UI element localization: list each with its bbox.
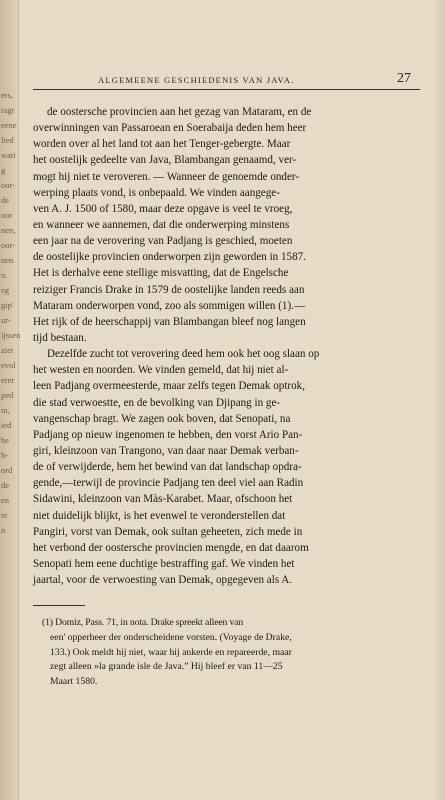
margin-fragment: ur- bbox=[1, 315, 11, 325]
body-line: het verbond der oostersche provincien mengde, en dat daarom bbox=[33, 541, 309, 554]
margin-fragment: g bbox=[1, 165, 6, 175]
margin-fragment: oor- bbox=[1, 240, 15, 250]
body-line: Mataram onderworpen vond, zoo als sommigen willen (1).— bbox=[33, 299, 306, 312]
margin-fragment: erer bbox=[1, 375, 15, 385]
margin-fragment: n. bbox=[1, 270, 8, 280]
margin-fragment: ped bbox=[1, 390, 14, 400]
body-line: gende,—terwijl de provincie Padjang ten deel viel aan Radin bbox=[33, 477, 304, 490]
body-line: die stad verwoestte, en de bevolking van Djipang in ge- bbox=[33, 396, 281, 409]
footnote-line: Maart 1580. bbox=[50, 676, 98, 688]
margin-fragment: oor bbox=[1, 210, 13, 220]
margin-fragment: n bbox=[1, 525, 6, 535]
margin-fragment: eg bbox=[1, 285, 10, 295]
margin-fragment: ord bbox=[1, 465, 13, 475]
body-line: de of verwijderde, hem het bewind van dat landschap opdra- bbox=[33, 461, 302, 474]
body-line: een jaar na de verovering van Padjang is geschied, moeten bbox=[33, 235, 293, 248]
margin-fragment: be bbox=[1, 435, 10, 445]
margin-fragment: ied bbox=[1, 420, 12, 430]
body-line: worden over al het land tot aan het Tenger-gebergte. Maar bbox=[33, 138, 291, 151]
body-line: Het rijk of de heerschappij van Blambangan bleef nog langen bbox=[33, 315, 306, 328]
body-text bbox=[33, 104, 423, 588]
body-line: het westen en noorden. We vinden gemeld, dat hij niet al- bbox=[33, 364, 289, 377]
body-line: Dezelfde zucht tot verovering deed hem ook het oog slaan op bbox=[47, 348, 320, 361]
body-line: de oostelijke provincien onderworpen zijn geworden in 1587. bbox=[33, 251, 306, 264]
header-rule bbox=[33, 89, 420, 90]
body-line: het oostelijk gedeelte van Java, Blambangan genaamd, ver- bbox=[33, 154, 297, 167]
body-line: giri, kleinzoon van Trangono, van daar naar Demak verban- bbox=[33, 444, 299, 457]
margin-fragment: wati bbox=[1, 150, 16, 160]
body-line: jaartal, voor de verwoesting van Demak, opgegeven als A. bbox=[33, 574, 293, 587]
margin-fragment: ers, bbox=[1, 90, 14, 100]
body-line: vangenschap bragt. We zagen ook boven, dat Senopati, na bbox=[33, 412, 291, 425]
body-line: Het is derhalve eene stellige misvatting, dat de Engelsche bbox=[33, 267, 289, 280]
footnote-line: zegt alleen »la grande isle de Java.” Hij bleef er van 11—25 bbox=[50, 661, 283, 673]
footnote-rule bbox=[33, 605, 85, 606]
body-line: tijd bestaan. bbox=[33, 331, 87, 344]
margin-fragment: eene bbox=[1, 120, 17, 130]
running-header bbox=[40, 70, 425, 88]
body-line: leen Padjang overmeesterde, maar zelfs tegen Demak optrok, bbox=[33, 380, 305, 393]
body-line: Pangiri, vorst van Demak, ook sultan geheeten, zich mede in bbox=[33, 525, 303, 538]
body-line: werping plaats vond, is onbepaald. We vinden aangege- bbox=[33, 186, 280, 199]
margin-fragment: nen, bbox=[1, 225, 16, 235]
body-line: overwinningen van Passaroean en Soerabaija deden hem heer bbox=[33, 122, 307, 135]
footnote-line: 133.) Ook meldt hij niet, waar hij ankerde en repareerde, maar bbox=[50, 646, 292, 658]
running-title: ALGEMEENE GESCHIEDENIS VAN JAVA. bbox=[98, 75, 295, 85]
margin-fragment: de bbox=[1, 480, 10, 490]
body-line: Padjang op nieuw ingenomen te hebben, den vorst Ario Pan- bbox=[33, 428, 303, 441]
margin-fragment: ziet bbox=[1, 345, 14, 355]
margin-fragment: re bbox=[1, 510, 8, 520]
margin-fragment: lied bbox=[1, 135, 14, 145]
margin-fragment: de bbox=[1, 195, 10, 205]
margin-fragment: en bbox=[1, 495, 10, 505]
body-line: Senopati hem eene duchtige bestraffing gaf. We vinden het bbox=[33, 557, 295, 570]
margin-fragment: h- bbox=[1, 450, 9, 460]
footnote-line: een' opperheer der onderscheidene vorsten. (Voyage de Drake, bbox=[50, 631, 292, 643]
margin-fragment: gip' bbox=[1, 300, 14, 310]
margin-fragment: nen bbox=[1, 255, 14, 265]
margin-fragment: evol bbox=[1, 360, 16, 370]
page-edge-shadow bbox=[433, 0, 445, 800]
margin-fragment: oor- bbox=[1, 180, 15, 190]
margin-fragment: ijssen bbox=[1, 330, 21, 340]
margin-fragments bbox=[1, 88, 21, 538]
footnote-line: (1) Domiz, Pass. 71, in nota. Drake spreekt alleen van bbox=[42, 617, 244, 628]
body-line: en wanneer we aannemen, dat die onderwerping minstens bbox=[33, 218, 290, 231]
body-line: Sidawini, kleinzoon van Màs-Karabet. Maar, ofschoon het bbox=[33, 493, 293, 506]
body-line: de oostersche provincien aan het gezag van Mataram, en de bbox=[47, 106, 312, 118]
footnotes bbox=[42, 616, 420, 690]
body-line: niet duidelijk blijkt, is het evenwel te veronderstellen dat bbox=[33, 509, 286, 522]
opposite-page-edge bbox=[0, 0, 19, 800]
body-line: ven A. J. 1500 of 1580, maar deze opgave is veel te vroeg, bbox=[33, 202, 293, 215]
margin-fragment: ragt bbox=[1, 105, 15, 115]
body-line: reiziger Francis Drake in 1579 de oostelijke landen reeds aan bbox=[33, 283, 305, 296]
page-number: 27 bbox=[397, 71, 411, 86]
margin-fragment: m, bbox=[1, 405, 10, 415]
body-line: mogt hij niet te veroveren. — Wanneer de genoemde onder- bbox=[33, 170, 300, 183]
